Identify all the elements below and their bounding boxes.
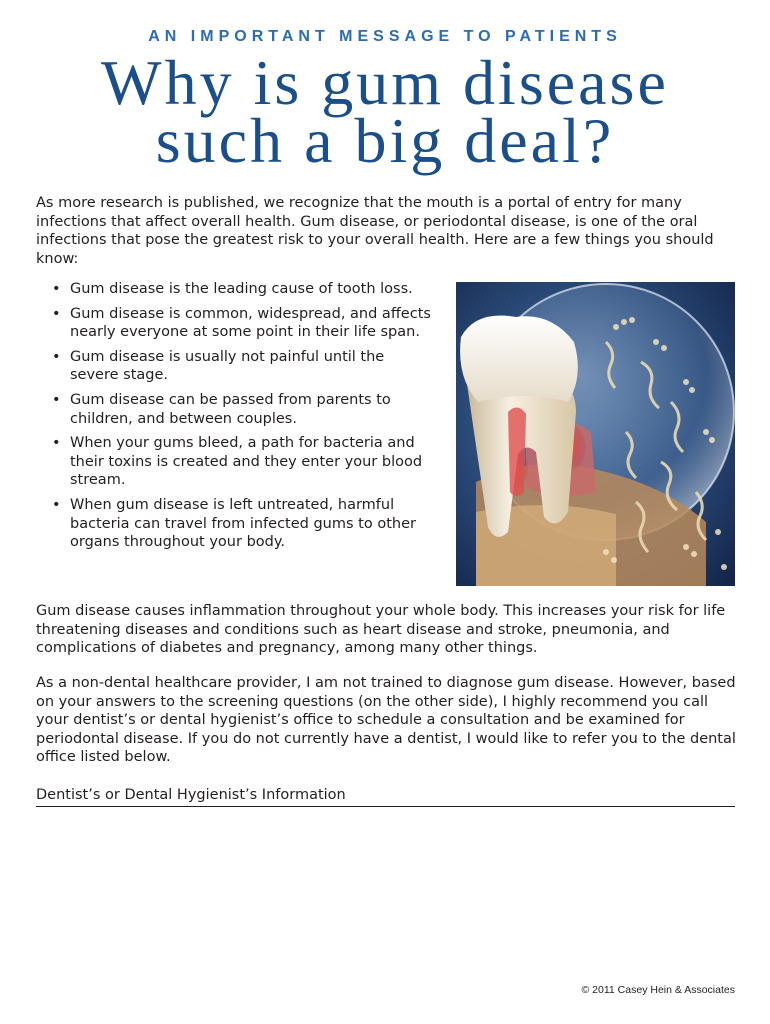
- fact-item: • Gum disease is usually not painful until the severe stage.: [50, 348, 435, 385]
- fact-item: • When gum disease is left untreated, harmful bacteria can travel from infected gums to other organs throughout your body.: [50, 496, 435, 552]
- title-line-2: such a big deal?: [155, 105, 615, 176]
- fact-item: • Gum disease is common, widespread, and affects nearly everyone at some point in their life span.: [50, 305, 435, 342]
- tooth-illustration-svg: [456, 282, 735, 586]
- dentist-info-line: [36, 806, 735, 807]
- inflammation-paragraph: Gum disease causes inflammation throughout your whole body. This increases your risk for life threatening diseases and conditions such as heart disease and stroke, pneumonia, and complications of diabetes and pregnancy, among many other things.: [36, 603, 726, 657]
- title-line-1: Why is gum disease: [101, 47, 669, 118]
- tooth-bacteria-illustration: [456, 282, 735, 586]
- header-kicker: AN IMPORTANT MESSAGE TO PATIENTS: [148, 28, 622, 45]
- dentist-info-label: Dentist’s or Dental Hygienist’s Information: [36, 787, 346, 803]
- fact-item: • Gum disease can be passed from parents to children, and between couples.: [50, 391, 435, 428]
- facts-list: [50, 280, 435, 558]
- fact-item: • When your gums bleed, a path for bacteria and their toxins is created and they enter your blood stream.: [50, 434, 435, 490]
- copyright-notice: © 2011 Casey Hein & Associates: [581, 984, 735, 996]
- referral-paragraph: As a non-dental healthcare provider, I am not trained to diagnose gum disease. However, based on your answers to the screening questions (on the other side), I highly recommend you call your dentist’s or dental hygienist’s office to schedule a consultation and be examined for periodontal disease. If you do not currently have a dentist, I would like to refer you to the dental office listed below.: [36, 675, 736, 766]
- intro-paragraph: As more research is published, we recognize that the mouth is a portal of entry for many infections that affect overall health. Gum disease, or periodontal disease, is one of the oral infections that pose the greatest risk to your overall health. Here are a few things you should know:: [36, 195, 714, 267]
- page-title: [0, 47, 770, 176]
- fact-item: • Gum disease is the leading cause of tooth loss.: [50, 280, 435, 299]
